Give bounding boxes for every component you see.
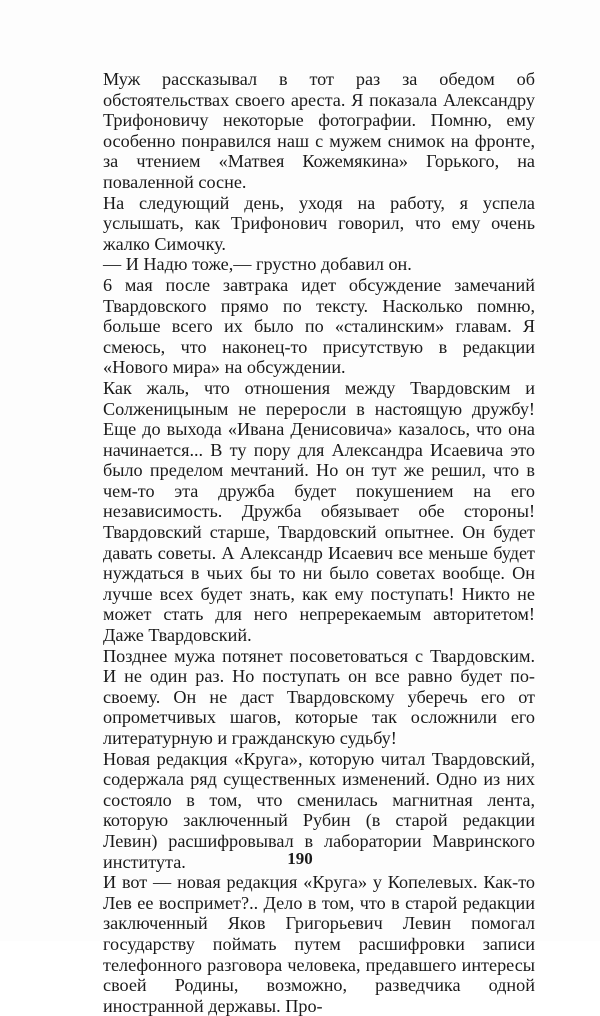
- paragraph: Позднее мужа потянет посоветоваться с Твардовским. И не один раз. Но поступать он все равно будет по-своему. Он не даст Твардовскому уберечь его от опрометчивых шагов, которые так осложнили его литературную и гражданскую судьбу!: [103, 645, 535, 748]
- paragraph: Муж рассказывал в тот раз за обедом об обстоятельствах своего ареста. Я показала Александру Трифоновичу некоторые фотографии. Помню, ему особенно понравился наш с мужем снимок на фронте, за чтением «Матвея Кожемякина» Горького, на поваленной сосне.: [103, 69, 535, 192]
- paragraph: Как жаль, что отношения между Твардовским и Солженицыным не переросли в настоящую дружбу! Еще до выхода «Ивана Денисовича» казалось, что она начинается... В ту пору для Александра Исаевича это было пределом мечтаний. Но он тут же решил, что в чем-то эта дружба будет покушением на его независимость. Дружба обязывает обе стороны! Твардовский старше, Твардовский опытнее. Он будет давать советы. А Александр Исаевич все меньше будет нуждаться в чьих бы то ни было советах вообще. Он лучше всех будет знать, как ему поступать! Никто не может стать для него непререкаемым авторитетом! Даже Твардовский.: [103, 377, 535, 646]
- paragraph: — И Надю тоже,— грустно добавил он.: [103, 254, 412, 275]
- paragraph: Новая редакция «Круга», которую читал Твардовский, содержала ряд существенных изменений. Одно из них состояло в том, что сменилась магнитная лента, которую заключенный Рубин (в старой редакции Левин) расшифровывал в лаборатории Мавринского института.: [103, 748, 535, 872]
- page-number: 190: [287, 849, 313, 868]
- paragraph: 6 мая после завтрака идет обсуждение замечаний Твардовского прямо по тексту. Насколько помню, больше всего их было по «сталинским» главам. Я смеюсь, что наконец-то присутствую в редакции «Нового мира» на обсуждении.: [103, 274, 535, 378]
- paragraph: На следующий день, уходя на работу, я успела услышать, как Трифонович говорил, что ему очень жалко Симочку.: [103, 192, 535, 254]
- page-text: [89, 69, 535, 1016]
- paragraph: И вот — новая редакция «Круга» у Копелевых. Как-то Лев ее воспримет?.. Дело в том, что в старой редакции заключенный Яков Григорьевич Левин помогал государству поймать путем расшифровки записи телефонного разговора человека, предавшего интересы своей Родины, возможно, разведчика одной иностранной державы. Про-: [103, 872, 535, 1016]
